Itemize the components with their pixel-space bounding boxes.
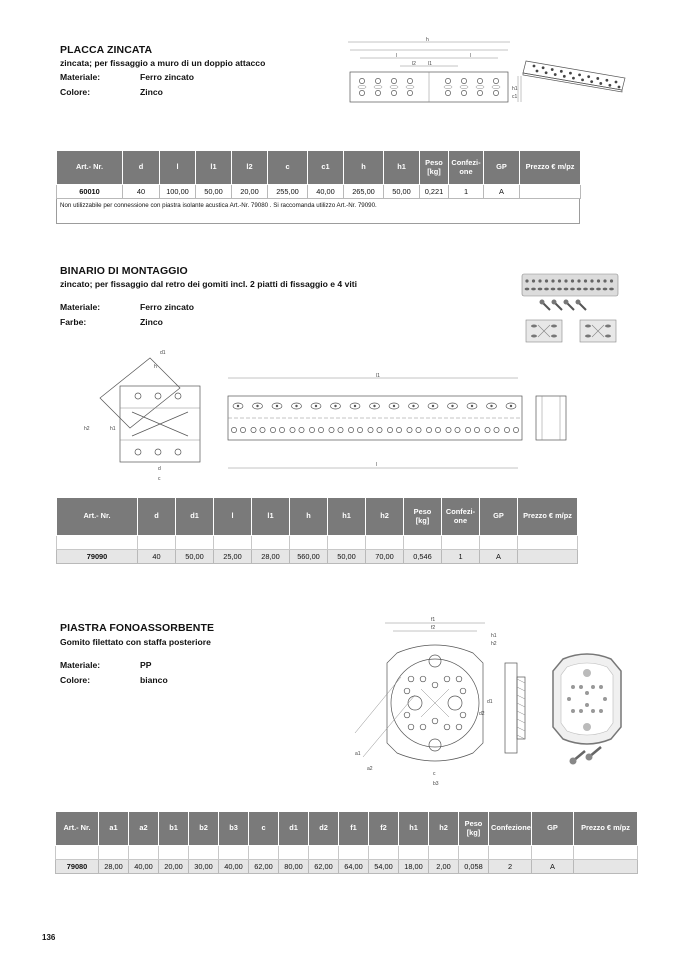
zinc-plate-drawing: [340, 36, 630, 111]
col-header: c1: [308, 151, 344, 185]
dim-l2: l2: [412, 61, 416, 67]
dim-b3: b3: [433, 781, 439, 787]
col-header: d1: [279, 812, 309, 846]
col-header: d1: [176, 498, 214, 536]
cell: 60010: [57, 185, 123, 199]
cell: 79090: [57, 550, 138, 564]
mounting-rail-photo: [520, 270, 620, 345]
cell: 560,00: [290, 550, 328, 564]
section2-title: BINARIO DI MONTAGGIO: [60, 265, 188, 277]
table-header-row: [57, 151, 581, 185]
col-header: l2: [232, 151, 268, 185]
section3-title: PIASTRA FONOASSORBENTE: [60, 622, 215, 634]
dim-f1: f1: [431, 617, 436, 623]
col-header: d2: [309, 812, 339, 846]
dim-h1: h1: [491, 633, 497, 639]
dim-a2: a2: [367, 766, 373, 772]
col-header: c: [249, 812, 279, 846]
col-header: Peso [kg]: [459, 812, 489, 846]
cell: 28,00: [252, 550, 290, 564]
col-header: b1: [159, 812, 189, 846]
cell: 30,00: [189, 860, 219, 874]
col-header: d: [123, 151, 160, 185]
col-header: Confezi-one: [449, 151, 484, 185]
cell: 40: [138, 550, 176, 564]
table-header-row: [57, 498, 578, 536]
table-header-row: [56, 812, 638, 846]
table-row: [57, 185, 581, 199]
table-spacer-row: [56, 846, 638, 860]
col-header: Art.- Nr.: [57, 151, 123, 185]
cell: 1: [449, 185, 484, 199]
dim-l: l: [396, 53, 398, 59]
cell: 70,00: [366, 550, 404, 564]
cell: 0,546: [404, 550, 442, 564]
cell: 18,00: [399, 860, 429, 874]
section2-material: Materiale: Ferro zincato: [60, 302, 194, 312]
dim-l1: l1: [376, 373, 380, 379]
col-header: Confezi-one: [442, 498, 480, 536]
cell: 1: [442, 550, 480, 564]
cell: 40,00: [129, 860, 159, 874]
col-header: GP: [484, 151, 520, 185]
col-header: h: [344, 151, 384, 185]
section2-color: Farbe: Zinco: [60, 317, 163, 327]
col-header: h1: [328, 498, 366, 536]
dim-l-2: l: [470, 53, 472, 59]
col-header: b3: [219, 812, 249, 846]
cell: 62,00: [249, 860, 279, 874]
section1-subtitle: zincata; per fissaggio a muro di un doppio attacco: [60, 58, 266, 68]
col-header: l1: [196, 151, 232, 185]
dim-l1: l1: [428, 61, 432, 67]
col-header: f2: [369, 812, 399, 846]
sound-plate-drawing: [355, 615, 635, 790]
col-header: f1: [339, 812, 369, 846]
col-header: l: [160, 151, 196, 185]
cell: 79080: [56, 860, 99, 874]
plate-front-holes: [404, 655, 466, 751]
section3-color: Colore: bianco: [60, 675, 168, 685]
col-header: a1: [99, 812, 129, 846]
section3-subtitle: Gomito filettato con staffa posteriore: [60, 637, 211, 647]
cell: 0,221: [420, 185, 449, 199]
col-header: Peso [kg]: [404, 498, 442, 536]
col-header: a2: [129, 812, 159, 846]
dim-c: c: [433, 771, 436, 777]
col-header: l: [214, 498, 252, 536]
dim-h: h: [426, 37, 429, 43]
section2-spec-table: [56, 497, 578, 564]
cell: 40,00: [219, 860, 249, 874]
cell: [574, 860, 638, 874]
cell: A: [532, 860, 574, 874]
cell: 50,00: [196, 185, 232, 199]
col-header: GP: [480, 498, 518, 536]
cell: [520, 185, 581, 199]
cell: 265,00: [344, 185, 384, 199]
cell: 255,00: [268, 185, 308, 199]
col-header: Peso [kg]: [420, 151, 449, 185]
cell: 62,00: [309, 860, 339, 874]
cell: 80,00: [279, 860, 309, 874]
section3-spec-table: [55, 811, 638, 874]
cell: 50,00: [176, 550, 214, 564]
col-header: c: [268, 151, 308, 185]
cell: 50,00: [384, 185, 420, 199]
col-header: d: [138, 498, 176, 536]
dim-h2: h2: [84, 426, 90, 432]
cell: 54,00: [369, 860, 399, 874]
table-row: [57, 550, 578, 564]
table-row: [56, 860, 638, 874]
dim-h1: h1: [512, 86, 518, 92]
table-spacer-row: [57, 536, 578, 550]
col-header: Confezione: [489, 812, 532, 846]
cell: 2: [489, 860, 532, 874]
col-header: l1: [252, 498, 290, 536]
dim-l: l: [376, 462, 378, 468]
col-header: h: [290, 498, 328, 536]
col-header: Art.- Nr.: [57, 498, 138, 536]
dim-c1: c1: [512, 94, 518, 100]
plate-holes: [358, 72, 500, 102]
col-header: GP: [532, 812, 574, 846]
col-header: Prezzo € m/pz: [520, 151, 581, 185]
dim-d1: d1: [160, 350, 166, 356]
dim-c: c: [158, 476, 161, 482]
section1-note: Non utilizzabile per connessione con piastra isolante acustica Art.-Nr. 79080 . Si raccomanda utilizzo Art.-Nr. 79090.: [56, 199, 580, 224]
cell: 2,00: [429, 860, 459, 874]
cell: 25,00: [214, 550, 252, 564]
dim-f2: f2: [431, 625, 436, 631]
col-header: b2: [189, 812, 219, 846]
col-header: h2: [366, 498, 404, 536]
cell: A: [480, 550, 518, 564]
dim-h1: h1: [110, 426, 116, 432]
page-number: 136: [42, 933, 56, 942]
cell: 20,00: [159, 860, 189, 874]
dim-a1: a1: [355, 751, 361, 757]
cell: 20,00: [232, 185, 268, 199]
section1-spec-table: [56, 150, 581, 199]
dim-d2: d2: [479, 711, 485, 717]
section1-color: Colore: Zinco: [60, 87, 163, 97]
col-header: Prezzo € m/pz: [574, 812, 638, 846]
section2-subtitle: zincato; per fissaggio dal retro dei gomiti incl. 2 piatti di fissaggio e 4 viti: [60, 279, 358, 289]
section3-material: Materiale: PP: [60, 660, 152, 670]
dim-d: d: [158, 466, 161, 472]
cell: 50,00: [328, 550, 366, 564]
mounting-rail-drawing: [80, 348, 580, 483]
cell: 0,058: [459, 860, 489, 874]
col-header: h2: [429, 812, 459, 846]
col-header: h1: [384, 151, 420, 185]
plate-3d-holes: [533, 65, 621, 89]
col-header: h1: [399, 812, 429, 846]
cell: 28,00: [99, 860, 129, 874]
cell: 40,00: [308, 185, 344, 199]
dim-h: h: [154, 364, 157, 370]
cell: 100,00: [160, 185, 196, 199]
col-header: Art.- Nr.: [56, 812, 99, 846]
section1-title: PLACCA ZINCATA: [60, 44, 153, 56]
cell: A: [484, 185, 520, 199]
dim-d1: d1: [487, 699, 493, 705]
col-header: Prezzo € m/pz: [518, 498, 578, 536]
dim-h2: h2: [491, 641, 497, 647]
cell: [518, 550, 578, 564]
section1-material: Materiale: Ferro zincato: [60, 72, 194, 82]
cell: 40: [123, 185, 160, 199]
cell: 64,00: [339, 860, 369, 874]
